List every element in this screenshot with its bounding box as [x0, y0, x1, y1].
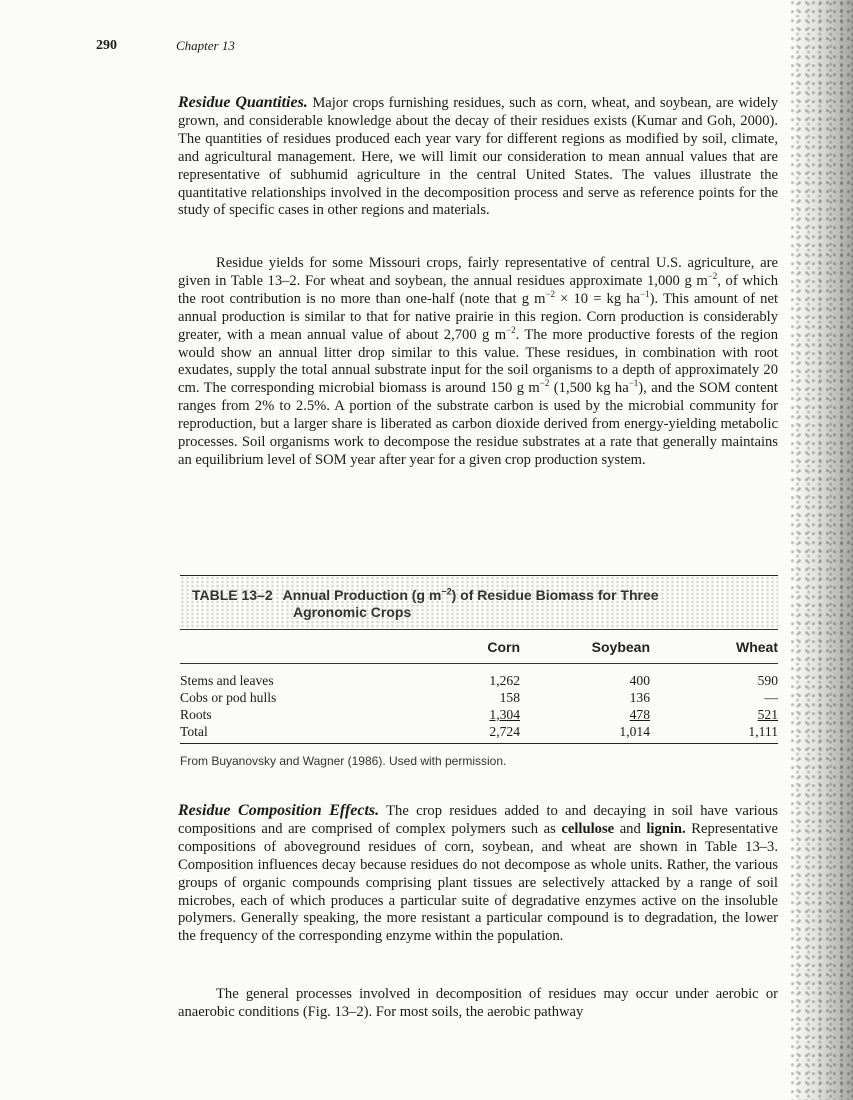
text-run: . The more productive forests of the region would show an annual litter drop similar to this value. These residues, in combination with root exudates, supply the total annual substrate input for the soil organisms to a depth of approximately 20 cm. The corresponding microbial biomass is around 150 g m	[178, 326, 778, 397]
superscript: −2	[539, 378, 550, 389]
column-header-wheat: Wheat	[650, 630, 778, 664]
row-label: Stems and leaves	[180, 673, 274, 688]
table-row	[180, 664, 778, 690]
text-run: (1,500 kg ha	[549, 380, 629, 397]
paragraph-residue-composition	[178, 802, 778, 946]
table-cell: 478	[629, 707, 650, 722]
paragraph-text: Major crops furnishing residues, such as corn, wheat, and soybean, are widely grown, and considerable knowledge about the decay of their residues exists (Kumar and Goh, 2000). The quantities of residues produced each year vary for different regions as modified by soil, climate, and agricultural management. Here, we will limit our consideration to mean annual values that are representative of subhumid agriculture in the central United States. The values illustrate the quantitative relationships involved in the decomposition process and serve as reference points for the study of specific cases in other regions and materials.	[178, 95, 779, 219]
table-row-total	[180, 723, 778, 743]
table-source-note: From Buyanovsky and Wagner (1986). Used with permission.	[180, 754, 507, 768]
superscript: −2	[545, 288, 556, 299]
superscript: −2	[441, 586, 452, 597]
table-cell: 1,262	[489, 673, 520, 688]
paragraph-text: The general processes involved in decomposition of residues may occur under aerobic or anaerobic conditions (Fig. 13–2). For most soils, the aerobic pathway	[178, 986, 778, 1020]
text-run: The crop residues added to and decaying in soil have various compositions and are comprised of complex polymers such as	[178, 803, 779, 837]
table-header-row	[180, 630, 778, 664]
table-cell: 2,724	[489, 724, 520, 739]
table-cell: 400	[629, 673, 650, 688]
scanned-page-edge	[791, 0, 853, 1100]
text-run: ). This amount of net annual production is similar to that for native prairie in this region. Corn production is considerably greater, with a mean annual value of about 2,700 g m	[178, 290, 778, 343]
table-label: TABLE 13–2	[192, 587, 273, 603]
table-title: ) of Residue Biomass for Three	[451, 587, 659, 603]
row-label: Total	[180, 724, 208, 739]
chapter-label: Chapter 13	[176, 38, 235, 53]
paragraph-decomposition-processes	[178, 986, 778, 1022]
superscript: −2	[707, 271, 718, 282]
column-header-blank	[180, 630, 440, 664]
paragraph-residue-quantities	[178, 94, 778, 220]
table-cell: 1,111	[748, 724, 778, 739]
table-cell: 521	[757, 707, 778, 722]
table-cell: 1,304	[489, 707, 520, 722]
text-run: Residue yields for some Missouri crops, fairly representative of central U.S. agriculture, are given in Table 13–2. For wheat and soybean, the annual residues approximate 1,000 g m	[178, 255, 778, 289]
text-run: , of which the root contribution is no more than one-half (note that g m	[178, 272, 778, 307]
table-cell: 158	[499, 690, 520, 705]
table-title: Annual Production (g m	[282, 587, 442, 603]
column-header-corn: Corn	[440, 630, 520, 664]
section-heading-residue-composition: Residue Composition Effects.	[178, 802, 380, 819]
section-heading-residue-quantities: Residue Quantities.	[178, 94, 308, 111]
table-row	[180, 706, 778, 723]
superscript: −1	[628, 378, 639, 389]
table-title-line2: Agronomic Crops	[293, 604, 412, 620]
table-cell: 590	[757, 673, 778, 688]
table-row	[180, 689, 778, 706]
row-label: Cobs or pod hulls	[180, 690, 277, 705]
column-header-soybean: Soybean	[520, 630, 650, 664]
term-lignin: lignin.	[646, 820, 686, 837]
table-13-2	[180, 575, 778, 768]
data-table	[180, 630, 778, 743]
text-run: ), and the SOM content ranges from 2% to 2.5%. A portion of the substrate carbon is used by the microbial community for reproduction, but a larger share is liberated as carbon dioxide derived from energy-yielding metabolic processes. Soil organisms work to decompose the residue substrates at a rate that generally maintains an equilibrium level of SOM year after year for a given crop production system.	[178, 380, 778, 468]
paragraph-residue-yields	[178, 255, 778, 470]
term-cellulose: cellulose	[561, 820, 615, 837]
table-bottom-rule	[180, 743, 778, 744]
table-cell: 1,014	[619, 724, 650, 739]
text-run: Representative compositions of aboveground residues of corn, soybean, and wheat are shown in Table 13–3. Composition influences decay because residues do not decompose as whole units. Rather, the various groups of organic compounds comprising plant tissues are selectively attacked by a range of soil microbes, each of which produces a particular suite of degradative enzymes active on the insoluble polymers. Generally speaking, the more resistant a particular compound is to degradation, the lower the frequency of the corresponding enzyme within the population.	[178, 820, 779, 945]
superscript: −2	[506, 324, 516, 335]
row-label: Roots	[180, 707, 212, 722]
text-run: and	[614, 820, 647, 837]
table-caption	[180, 576, 778, 629]
table-cell: 136	[629, 690, 650, 705]
page-number: 290	[96, 38, 117, 53]
table-cell: —	[764, 690, 778, 705]
text-run: × 10 = kg ha	[555, 290, 641, 307]
superscript: −1	[640, 288, 650, 299]
